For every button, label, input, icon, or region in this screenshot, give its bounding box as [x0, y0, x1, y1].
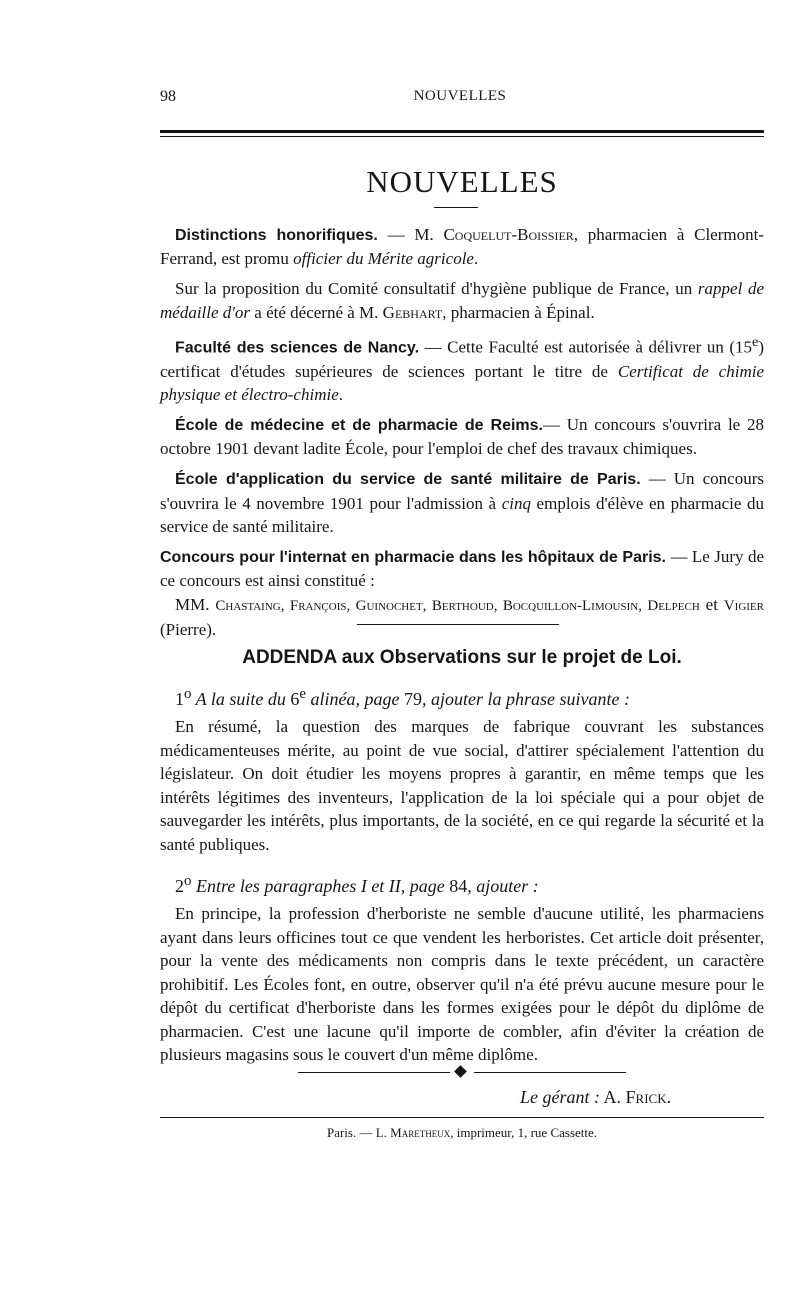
news-text: — Un concours s'ouvrira le 28 octobre 1901 devant ladite École, pour l'emploi de chef des travaux chimiques. — [160, 415, 764, 459]
item-number: 2 — [175, 876, 184, 897]
item-number: 1 — [175, 689, 184, 709]
footer-rule — [160, 1117, 764, 1118]
page-number: 98 — [160, 88, 176, 105]
addenda-item-2-heading — [160, 870, 764, 898]
news-italic: rappel de médaille d'or — [160, 279, 765, 322]
signature-name: Frick — [625, 1087, 667, 1107]
addenda-title: ADDENDA aux Observations sur le projet de Loi. — [242, 647, 682, 668]
diamond-ornament-divider — [298, 1067, 626, 1079]
news-italic: cinq — [501, 493, 531, 513]
signature-line — [520, 1087, 764, 1108]
news-item-distinctions — [160, 223, 764, 270]
imprint-text: Paris. — L. — [326, 1125, 391, 1140]
addenda-item-1-text: En résumé, la question des marques de fabrique couvrant les substances médicamenteuses mérite, au point de vue social, d'attirer spécialement l'attention du législateur. On doit étudier les moyens propres à garantir, en même temps que les intérêts légitimes des inventeurs, l'application de la loi spéciale qui a pour objet de sauvegarder les intérêts, plus importants, de la société, en ce qui regarde la sécurité et la santé publiques. — [160, 717, 764, 854]
news-item-nancy — [160, 331, 764, 406]
superscript: e — [299, 686, 307, 702]
news-text: et — [699, 594, 724, 614]
signature-initial: A. — [603, 1087, 626, 1107]
title-underline — [434, 207, 478, 208]
news-item-reims — [160, 413, 764, 460]
heading-italic: A la suite du — [191, 689, 291, 709]
printer-name: Maretheux — [390, 1125, 451, 1140]
diamond-icon — [454, 1065, 467, 1078]
header-rule-thin — [160, 136, 764, 137]
heading-italic: , ajouter la phrase suivante : — [422, 689, 630, 709]
news-item-medal — [160, 277, 764, 323]
news-item-internat — [160, 545, 764, 592]
heading-number: 6 — [290, 689, 300, 709]
heading-page: 84 — [449, 876, 468, 897]
news-item-sante-militaire — [160, 467, 764, 538]
heading-italic: Entre les paragraphes I et II, page — [191, 876, 450, 897]
jury-prefix: MM. — [175, 594, 216, 614]
addenda-item-1-heading — [160, 683, 764, 711]
header-rule-thick — [160, 130, 764, 133]
news-heading: Faculté des sciences de Nancy. — [175, 339, 420, 357]
ornament-line-left — [298, 1072, 450, 1073]
section-title: NOUVELLES — [366, 164, 558, 199]
ornament-line-right — [474, 1072, 626, 1073]
news-text: — Cette Faculté est autorisée à délivrer un (15 — [419, 337, 753, 357]
heading-italic: , ajouter : — [467, 876, 539, 897]
news-heading: École de médecine et de pharmacie de Reims. — [175, 417, 543, 435]
imprint-text: , imprimeur, 1, rue Cassette. — [450, 1125, 598, 1140]
printer-imprint — [160, 1125, 764, 1141]
heading-page: 79 — [404, 689, 422, 709]
news-text: . — [473, 249, 479, 269]
news-text: (Pierre). — [160, 619, 217, 639]
news-italic: officier du Mérite agricole — [293, 249, 474, 269]
news-text: Sur la proposition du Comité consultatif d'hygiène publique de France, un — [175, 279, 698, 299]
jury-names: Chastaing, François, Guinochet, Berthoud, Bocquillon-Limousin, Delpech — [215, 597, 700, 614]
signature-label: Le gérant : — [520, 1087, 600, 1107]
signature-end: . — [666, 1087, 672, 1107]
news-text: — Le Jury de ce concours est ainsi constitué : — [160, 547, 764, 591]
addenda-item-2-text: En principe, la profession d'herboriste ne semble d'aucune utilité, les pharmaciens ayant dans leurs officines tout ce que vendent les herboristes. Cet article doit présenter, pour la vente des médicaments non compris dans le texte précédent, un caractère prohibitif. Les Écoles font, en outre, observer qu'il n'a été prévu aucune mesure pour le dépôt du certificat d'herboriste dans les formes exigées pour le dépôt du diplôme de pharmacien. C'est une lacune qu'il importe de combler, afin d'éviter la création de plusieurs magasins sous le couvert d'un même diplôme. — [160, 904, 764, 1065]
news-section — [160, 223, 764, 648]
person-name: Gebhart — [382, 302, 443, 322]
news-text: a été décerné à M. — [250, 302, 383, 322]
news-text: , pharmacien à Épinal. — [442, 302, 595, 322]
superscript: e — [752, 333, 759, 350]
news-text: , pharmacien à Clermont-Ferrand, est promu — [160, 225, 764, 269]
news-text: ) certificat d'études supérieures de sciences portant le titre de — [160, 337, 764, 381]
news-heading: École d'application du service de santé militaire de Paris. — [175, 471, 641, 489]
heading-italic: alinéa, page — [306, 689, 404, 709]
news-text: emplois d'élève en pharmacie du service de santé militaire. — [160, 493, 765, 536]
news-italic: Certificat de chimie physique et électro-chimie — [160, 361, 764, 404]
news-text: — Un concours s'ouvrira le 4 novembre 1901 pour l'admission à — [160, 469, 764, 513]
running-head — [160, 88, 760, 112]
news-text: — M. — [377, 225, 444, 244]
person-name: Coquelut-Boissier — [443, 225, 574, 244]
running-title: NOUVELLES — [413, 88, 507, 104]
addenda-section — [160, 683, 764, 1081]
news-heading: Concours pour l'internat en pharmacie dans les hôpitaux de Paris. — [160, 549, 667, 567]
news-text: . — [338, 384, 343, 404]
jury-list — [160, 593, 764, 641]
superscript: o — [184, 873, 192, 890]
news-heading: Distinctions honorifiques. — [175, 227, 378, 244]
superscript: o — [184, 686, 192, 702]
jury-name-last: Vigier — [723, 597, 764, 614]
section-divider — [357, 624, 559, 625]
